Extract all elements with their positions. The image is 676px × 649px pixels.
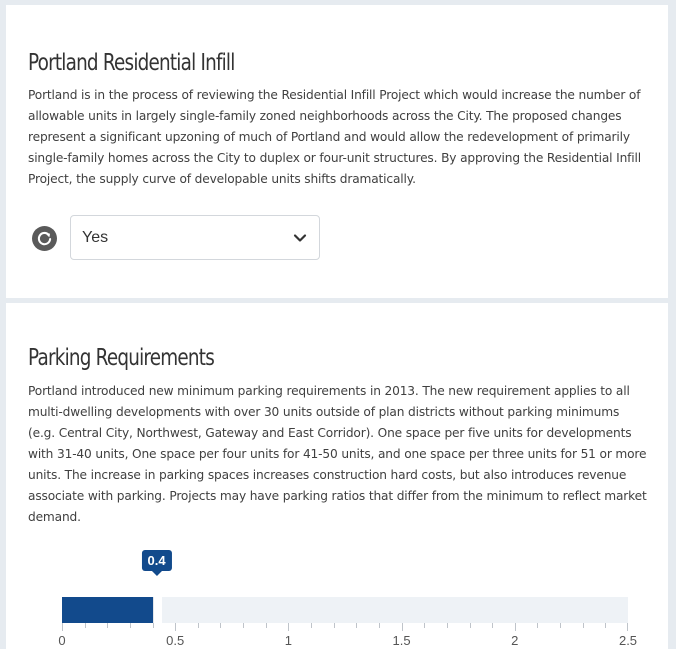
minor-tick — [470, 623, 471, 628]
tick-label: 2 — [511, 633, 519, 648]
major-tick — [627, 623, 628, 631]
major-tick — [62, 623, 63, 631]
minor-tick — [424, 623, 425, 628]
minor-tick — [130, 623, 131, 628]
slider-track[interactable] — [62, 597, 628, 623]
minor-tick — [447, 623, 448, 628]
chevron-down-icon — [292, 230, 308, 246]
parking-ratio-slider[interactable] — [58, 550, 638, 649]
tick-label: 0 — [58, 633, 66, 648]
minor-tick — [492, 623, 493, 628]
minor-tick — [153, 623, 154, 628]
reset-button[interactable] — [32, 226, 57, 251]
minor-tick — [220, 623, 221, 628]
minor-tick — [107, 623, 108, 628]
tick-label: 1.5 — [392, 633, 411, 648]
minor-tick — [379, 623, 380, 628]
residential-infill-select[interactable] — [70, 215, 320, 260]
minor-tick — [266, 623, 267, 628]
slider-fill — [62, 597, 153, 623]
section-description: Portland introduced new minimum parking requirements in 2013. The new requirement applies to all multi-dwelling developments with over 30 units outside of plan districts without parking minimums (e.g. Central City, Northwest, Gateway and East Corridor). One space per five units for developments with 31-40 units, One space per four units for 41-50 units, and one space per three units for 51 or more units. The increase in parking spaces increases construction hard costs, but also introduces revenue associate with parking. Projects may have parking ratios that differ from the minimum to reflect market demand. — [28, 384, 647, 524]
minor-tick — [311, 623, 312, 628]
section-description: Portland is in the process of reviewing the Residential Infill Project which would increase the number of allowable units in largely single-family zoned neighborhoods across the City. The proposed changes represent a significant upzoning of much of Portland and would allow the redevelopment of primarily single-family homes across the City to duplex or four-unit structures. By approving the Residential Infill Project, the supply curve of developable units shifts dramatically. — [28, 88, 641, 186]
major-tick — [288, 623, 289, 631]
residential-infill-card — [6, 5, 668, 298]
minor-tick — [583, 623, 584, 628]
reset-icon — [37, 231, 52, 246]
select-value: Yes — [82, 228, 109, 246]
major-tick — [175, 623, 176, 631]
major-tick — [402, 623, 403, 631]
tick-label: 2.5 — [618, 633, 638, 648]
parking-requirements-card — [6, 303, 668, 649]
slider-handle[interactable] — [153, 597, 162, 623]
minor-tick — [243, 623, 244, 628]
major-tick — [515, 623, 516, 631]
minor-tick — [537, 623, 538, 628]
slider-value-bubble: 0.4 — [142, 550, 172, 571]
tick-label: 0.5 — [166, 633, 185, 648]
minor-tick — [356, 623, 357, 628]
minor-tick — [198, 623, 199, 628]
minor-tick — [605, 623, 606, 628]
minor-tick — [85, 623, 86, 628]
tick-label: 1 — [284, 633, 293, 648]
minor-tick — [334, 623, 335, 628]
section-title: Portland Residential Infill — [28, 50, 235, 76]
minor-tick — [560, 623, 561, 628]
section-title: Parking Requirements — [28, 345, 214, 371]
